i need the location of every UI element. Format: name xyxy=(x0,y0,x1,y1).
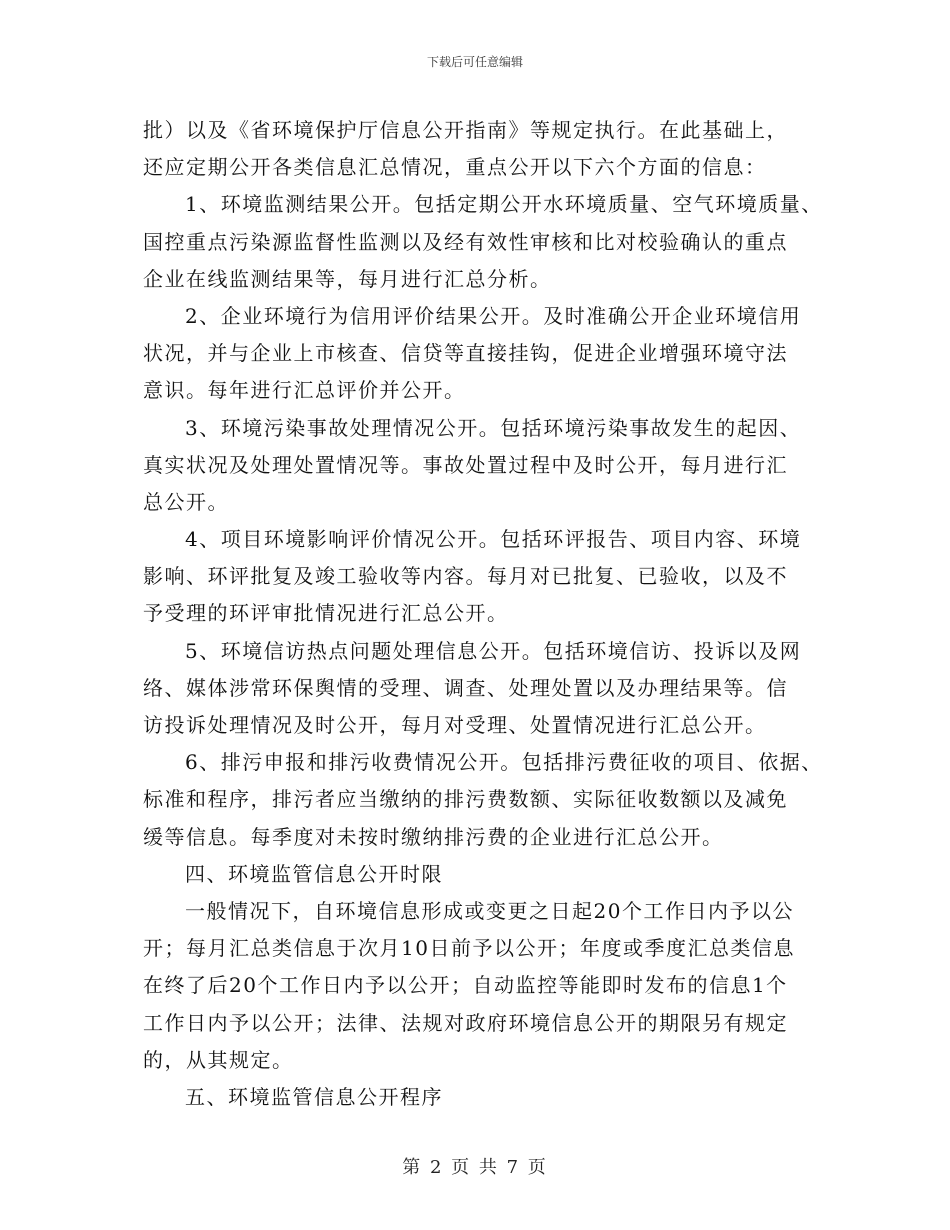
text-line: 的，从其规定。 xyxy=(143,1047,294,1072)
text-line: 工作日内予以公开；法律、法规对政府环境信息公开的期限另有规定 xyxy=(143,1010,788,1035)
text-line: 访投诉处理情况及时公开，每月对受理、处置情况进行汇总公开。 xyxy=(143,713,767,737)
text-line: 还应定期公开各类信息汇总情况，重点公开以下六个方面的信息： xyxy=(143,155,767,180)
text-line: 开；每月汇总类信息于次月10日前予以公开；年度或季度汇总类信息 xyxy=(143,936,795,961)
text-line: 标准和程序，排污者应当缴纳的排污费数额、实际征收数额以及减免 xyxy=(143,787,788,812)
text-line: 批）以及《省环境保护厅信息公开指南》等规定执行。在此基础上， xyxy=(143,118,788,142)
text-line: 五、环境监管信息公开程序 xyxy=(185,1084,443,1109)
text-line: 意识。每年进行汇总评价并公开。 xyxy=(143,378,466,403)
text-line: 影响、环评批复及竣工验收等内容。每月对已批复、已验收，以及不 xyxy=(143,564,788,589)
text-line: 四、环境监管信息公开时限 xyxy=(185,861,443,886)
text-line: 总公开。 xyxy=(143,489,229,514)
text-line: 5、环境信访热点问题处理信息公开。包括环境信访、投诉以及网 xyxy=(185,638,802,663)
text-line: 国控重点污染源监督性监测以及经有效性审核和比对校验确认的重点 xyxy=(143,229,788,254)
text-line: 3、环境污染事故处理情况公开。包括环境污染事故发生的起因、 xyxy=(185,415,802,440)
text-line: 在终了后20个工作日内予以公开；自动监控等能即时发布的信息1个 xyxy=(143,973,788,998)
text-line: 企业在线监测结果等，每月进行汇总分析。 xyxy=(143,266,552,291)
page-footer: 第 2 页 共 7 页 xyxy=(402,1157,548,1178)
text-line: 1、环境监测结果公开。包括定期公开水环境质量、空气环境质量、 xyxy=(185,192,823,217)
page-header: 下载后可任意编辑 xyxy=(426,55,523,69)
text-line: 真实状况及处理处置情况等。事故处置过程中及时公开，每月进行汇 xyxy=(143,452,788,477)
text-line: 2、企业环境行为信用评价结果公开。及时准确公开企业环境信用 xyxy=(185,303,802,328)
document-body xyxy=(143,112,833,1116)
text-line: 6、排污申报和排污收费情况公开。包括排污费征收的项目、依据、 xyxy=(185,750,823,775)
text-line: 4、项目环境影响评价情况公开。包括环评报告、项目内容、环境 xyxy=(185,527,802,552)
text-line: 状况，并与企业上市核查、信贷等直接挂钩，促进企业增强环境守法 xyxy=(143,341,788,366)
text-line: 予受理的环评审批情况进行汇总公开。 xyxy=(143,601,509,626)
text-line: 一般情况下，自环境信息形成或变更之日起20个工作日内予以公 xyxy=(185,898,794,923)
text-line: 络、媒体涉常环保舆情的受理、调查、处理处置以及办理结果等。信 xyxy=(143,675,788,700)
text-line: 缓等信息。每季度对未按时缴纳排污费的企业进行汇总公开。 xyxy=(143,824,724,849)
